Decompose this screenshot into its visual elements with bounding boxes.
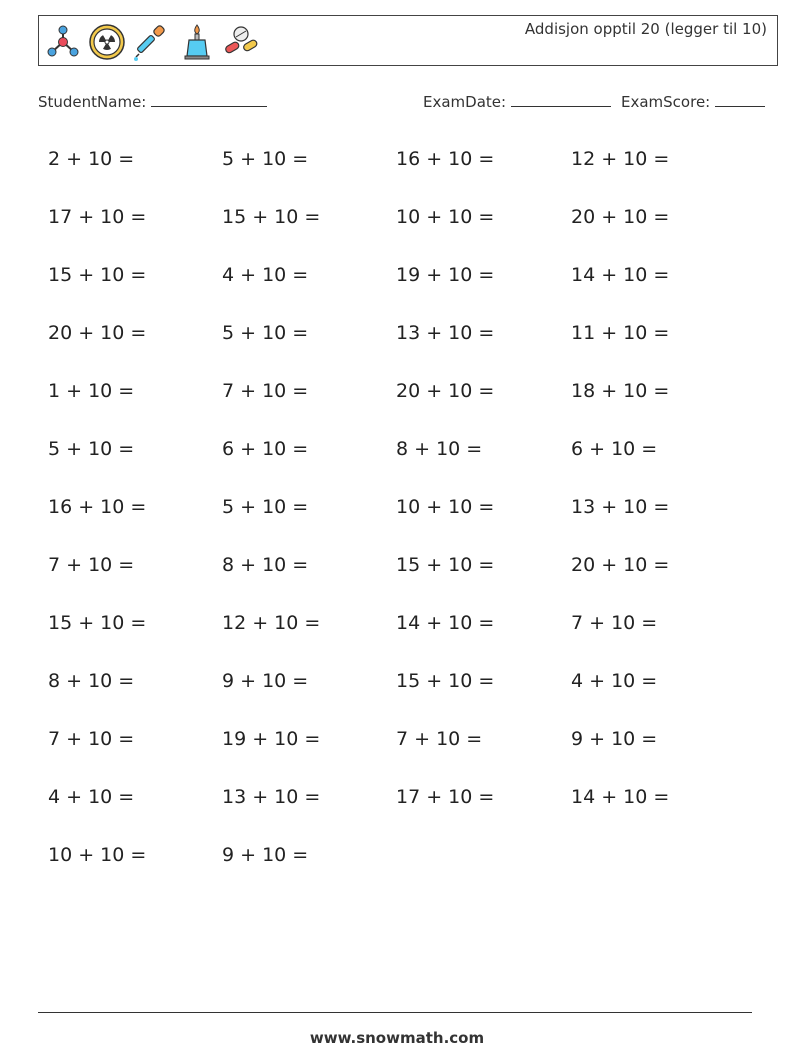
worksheet-title: Addisjon opptil 20 (legger til 10) bbox=[524, 20, 767, 38]
problem-item: 19 + 10 = bbox=[222, 728, 321, 750]
problem-item: 13 + 10 = bbox=[222, 786, 321, 808]
problem-item: 7 + 10 = bbox=[48, 728, 135, 750]
molecule-icon bbox=[43, 22, 83, 62]
problem-item: 14 + 10 = bbox=[396, 612, 495, 634]
problem-item: 9 + 10 = bbox=[571, 728, 658, 750]
problem-item: 20 + 10 = bbox=[571, 554, 670, 576]
problem-item: 7 + 10 = bbox=[48, 554, 135, 576]
problem-item: 6 + 10 = bbox=[571, 438, 658, 460]
exam-date-blank bbox=[511, 92, 611, 107]
problem-item: 7 + 10 = bbox=[396, 728, 483, 750]
problem-item: 6 + 10 = bbox=[222, 438, 309, 460]
problem-item: 4 + 10 = bbox=[222, 264, 309, 286]
student-name-blank bbox=[151, 92, 267, 107]
problem-item: 18 + 10 = bbox=[571, 380, 670, 402]
pills-icon bbox=[221, 22, 261, 62]
footer-url: www.snowmath.com bbox=[309, 1029, 485, 1047]
exam-date-label: ExamDate: bbox=[423, 93, 507, 111]
problem-item: 8 + 10 = bbox=[396, 438, 483, 460]
problem-item: 13 + 10 = bbox=[396, 322, 495, 344]
problem-item: 12 + 10 = bbox=[222, 612, 321, 634]
problem-item: 15 + 10 = bbox=[48, 612, 147, 634]
exam-score-blank bbox=[715, 92, 765, 107]
problem-item: 17 + 10 = bbox=[48, 206, 147, 228]
problem-item: 14 + 10 = bbox=[571, 786, 670, 808]
problem-item: 4 + 10 = bbox=[571, 670, 658, 692]
problem-item: 7 + 10 = bbox=[571, 612, 658, 634]
problem-item: 15 + 10 = bbox=[396, 554, 495, 576]
exam-score-label: ExamScore: bbox=[621, 93, 711, 111]
problem-item: 20 + 10 = bbox=[571, 206, 670, 228]
problem-item: 4 + 10 = bbox=[48, 786, 135, 808]
problem-item: 11 + 10 = bbox=[571, 322, 670, 344]
problem-item: 9 + 10 = bbox=[222, 670, 309, 692]
problem-item: 16 + 10 = bbox=[396, 148, 495, 170]
problem-item: 19 + 10 = bbox=[396, 264, 495, 286]
radiation-icon bbox=[87, 22, 127, 62]
problem-item: 8 + 10 = bbox=[222, 554, 309, 576]
problem-item: 14 + 10 = bbox=[571, 264, 670, 286]
problem-item: 10 + 10 = bbox=[396, 496, 495, 518]
problem-item: 5 + 10 = bbox=[222, 322, 309, 344]
problem-item: 7 + 10 = bbox=[222, 380, 309, 402]
student-name-field bbox=[38, 92, 267, 111]
problem-item: 20 + 10 = bbox=[396, 380, 495, 402]
problem-item: 10 + 10 = bbox=[48, 844, 147, 866]
problem-item: 10 + 10 = bbox=[396, 206, 495, 228]
footer-divider bbox=[38, 1012, 752, 1013]
problem-item: 9 + 10 = bbox=[222, 844, 309, 866]
worksheet-header bbox=[38, 15, 778, 66]
problem-item: 8 + 10 = bbox=[48, 670, 135, 692]
problem-item: 13 + 10 = bbox=[571, 496, 670, 518]
problem-item: 20 + 10 = bbox=[48, 322, 147, 344]
problem-item: 2 + 10 = bbox=[48, 148, 135, 170]
problem-item: 17 + 10 = bbox=[396, 786, 495, 808]
student-name-label: StudentName: bbox=[38, 93, 147, 111]
problem-item: 15 + 10 = bbox=[222, 206, 321, 228]
problem-item: 15 + 10 = bbox=[396, 670, 495, 692]
exam-score-field bbox=[621, 92, 765, 111]
bunsen-burner-icon bbox=[177, 22, 217, 62]
problem-item: 1 + 10 = bbox=[48, 380, 135, 402]
problem-item: 16 + 10 = bbox=[48, 496, 147, 518]
problem-item: 5 + 10 = bbox=[222, 496, 309, 518]
problem-item: 12 + 10 = bbox=[571, 148, 670, 170]
exam-date-field bbox=[423, 92, 611, 111]
dropper-icon bbox=[131, 22, 171, 62]
problem-item: 5 + 10 = bbox=[48, 438, 135, 460]
problem-item: 15 + 10 = bbox=[48, 264, 147, 286]
problem-item: 5 + 10 = bbox=[222, 148, 309, 170]
